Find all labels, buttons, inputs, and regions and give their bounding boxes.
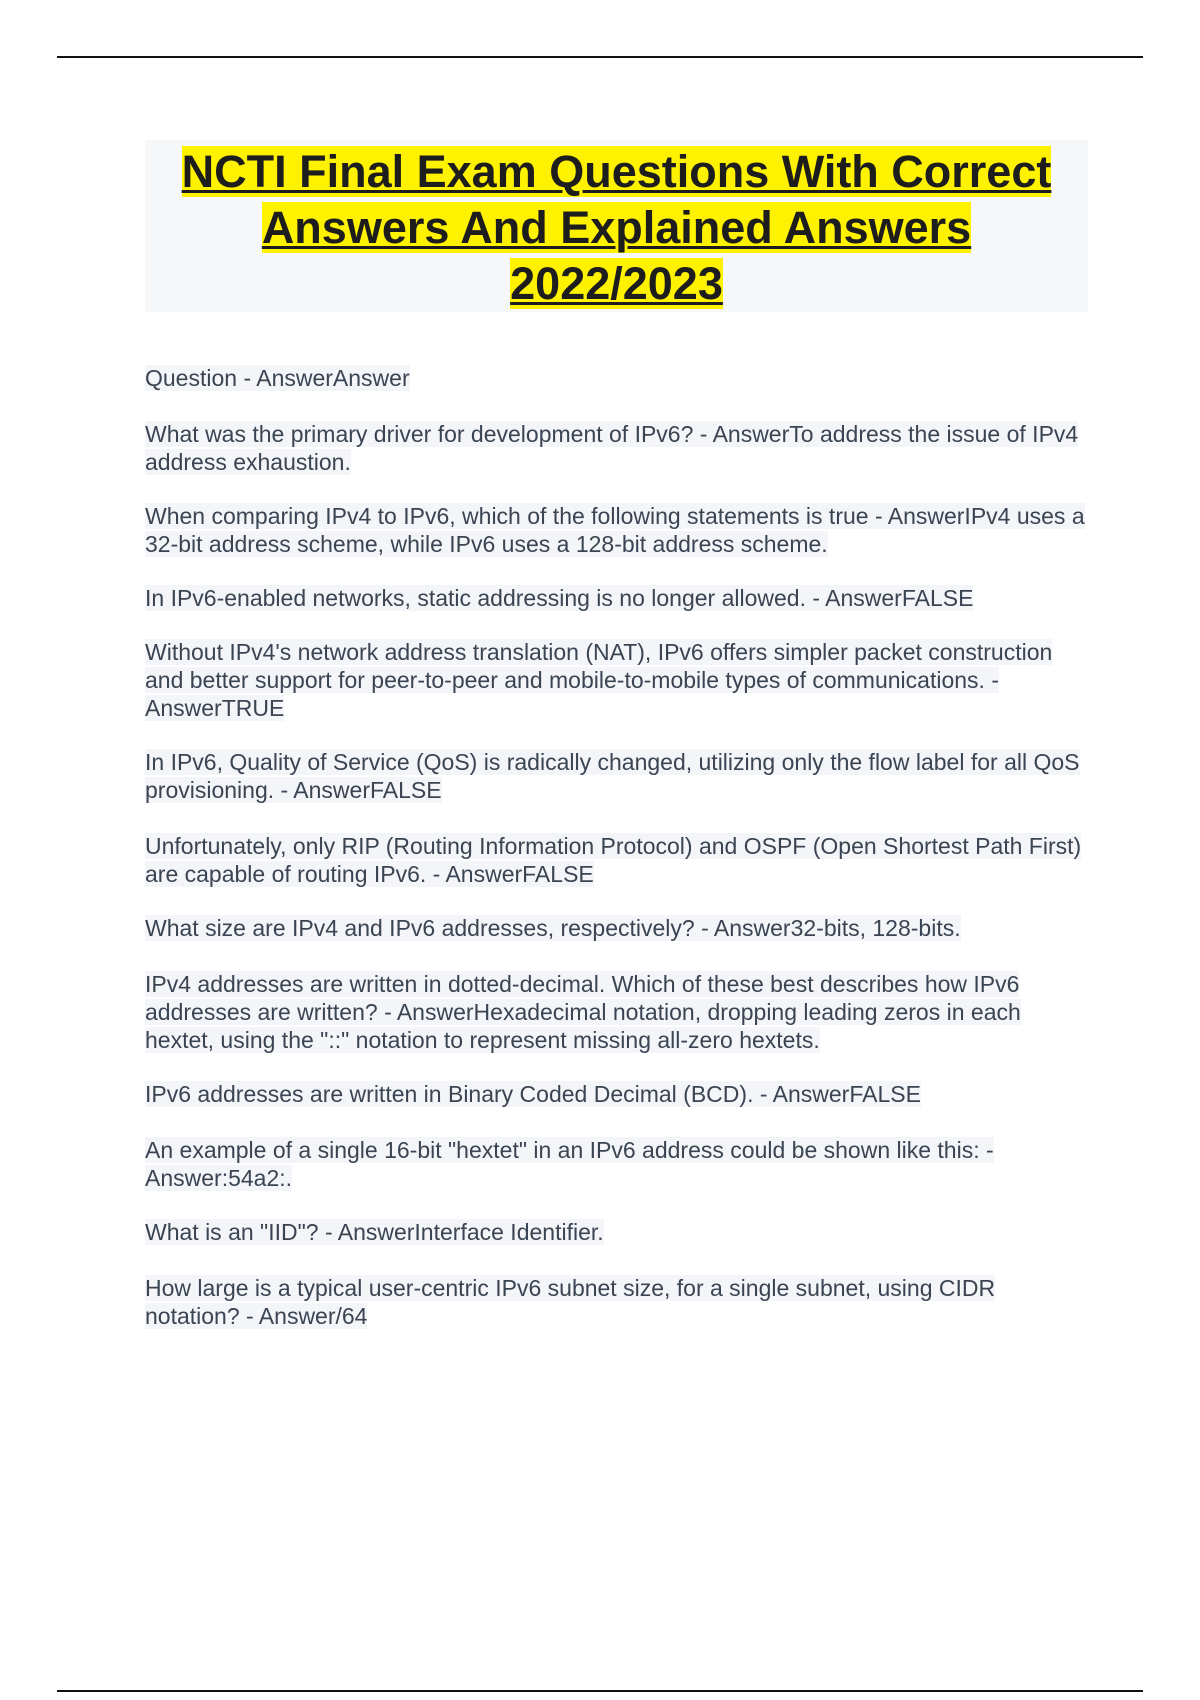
qa-item — [145, 364, 1090, 392]
qa-text: What size are IPv4 and IPv6 addresses, respectively? - Answer32-bits, 128-bits. — [145, 915, 961, 941]
qa-item — [145, 638, 1090, 722]
document-title-block — [145, 140, 1088, 312]
qa-text: In IPv6-enabled networks, static addressing is no longer allowed. - AnswerFALSE — [145, 585, 974, 611]
qa-text: How large is a typical user-centric IPv6 subnet size, for a single subnet, using CIDR notation? - Answer/64 — [145, 1275, 996, 1329]
qa-text: When comparing IPv4 to IPv6, which of the following statements is true - AnswerIPv4 uses a 32-bit address scheme, while IPv6 uses a 128-bit address scheme. — [145, 503, 1085, 557]
top-rule — [57, 56, 1143, 58]
title-line-3: 2022/2023 — [510, 258, 723, 309]
qa-item — [145, 832, 1090, 888]
qa-text: An example of a single 16-bit "hextet" in an IPv6 address could be shown like this: - Answer:54a2:. — [145, 1137, 994, 1191]
title-line-2: Answers And Explained Answers — [261, 202, 972, 253]
qa-text: IPv6 addresses are written in Binary Coded Decimal (BCD). - AnswerFALSE — [145, 1081, 921, 1107]
bottom-rule — [57, 1690, 1143, 1692]
document-title — [145, 140, 1088, 312]
qa-text: Without IPv4's network address translation (NAT), IPv6 offers simpler packet construction and better support for peer-to-peer and mobile-to-mobile types of communications. - AnswerTRUE — [145, 639, 1053, 721]
qa-text: What is an "IID"? - AnswerInterface Identifier. — [145, 1219, 604, 1245]
qa-item — [145, 1218, 1090, 1246]
qa-item — [145, 1080, 1090, 1108]
qa-item — [145, 420, 1090, 476]
qa-text: Unfortunately, only RIP (Routing Information Protocol) and OSPF (Open Shortest Path First) are capable of routing IPv6. - AnswerFALSE — [145, 833, 1082, 887]
qa-text: What was the primary driver for development of IPv6? - AnswerTo address the issue of IPv4 address exhaustion. — [145, 421, 1079, 475]
qa-text: Question - AnswerAnswer — [145, 365, 410, 391]
qa-item — [145, 914, 1090, 942]
qa-item — [145, 970, 1090, 1054]
qa-item — [145, 584, 1090, 612]
qa-list — [145, 364, 1090, 1330]
qa-item — [145, 1136, 1090, 1192]
qa-text: In IPv6, Quality of Service (QoS) is radically changed, utilizing only the flow label for all QoS provisioning. - AnswerFALSE — [145, 749, 1080, 803]
qa-item — [145, 748, 1090, 804]
qa-text: IPv4 addresses are written in dotted-decimal. Which of these best describes how IPv6 addresses are written? - AnswerHexadecimal notation, dropping leading zeros in each hextet, using the "::" notation to represent missing all-zero hextets. — [145, 971, 1021, 1053]
title-line-1: NCTI Final Exam Questions With Correct — [181, 146, 1052, 197]
qa-item — [145, 502, 1090, 558]
qa-item — [145, 1274, 1090, 1330]
